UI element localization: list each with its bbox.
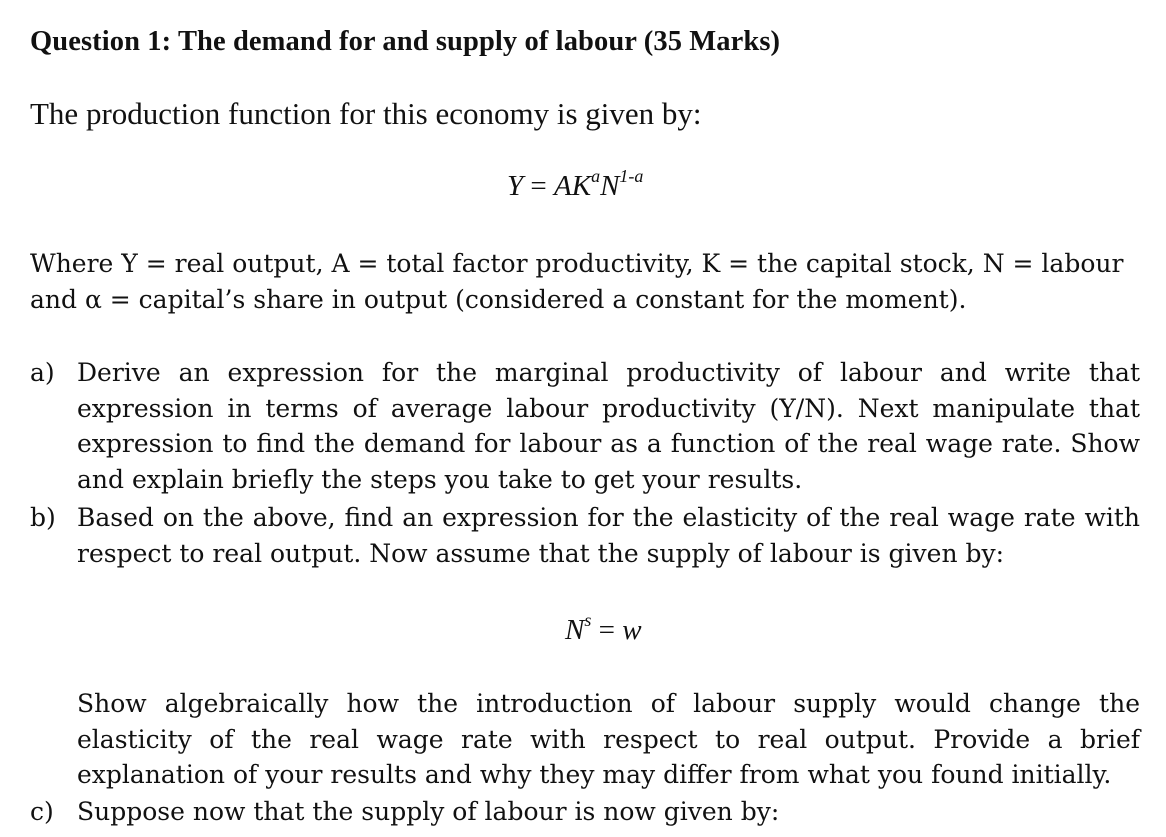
item-c-marker: c)	[30, 797, 54, 826]
item-b-line: Based on the above, find an expression for the elasticity of the real wage rate with	[77, 503, 1140, 532]
labour-supply-equation	[565, 610, 642, 647]
eq2-rhs: w	[622, 614, 642, 646]
item-a-line: and explain briefly the steps you take to get your results.	[77, 464, 803, 494]
definitions-line-1: Where Y = real output, A = total factor productivity, K = the capital stock, N = labour	[30, 249, 1124, 278]
eq1-n-exponent: 1-a	[619, 166, 644, 186]
eq1-a-exponent: a	[591, 166, 601, 186]
eq1-n: N	[600, 170, 620, 202]
item-a-marker: a)	[30, 358, 55, 387]
eq1-equals: =	[523, 170, 554, 202]
eq1-lhs: Y	[507, 170, 524, 202]
item-b-continuation-line: explanation of your results and why they may differ from what you found initially.	[77, 760, 1112, 789]
item-b-marker: b)	[30, 503, 56, 532]
item-b-line: respect to real output. Now assume that the supply of labour is given by:	[77, 538, 1005, 568]
eq2-lhs: N	[565, 614, 585, 646]
item-a-line: expression to find the demand for labour as a function of the real wage rate. Show	[77, 429, 1140, 458]
eq2-lhs-exponent: s	[584, 610, 592, 630]
definitions-paragraph	[30, 246, 1140, 317]
eq1-ak: AK	[554, 170, 592, 202]
item-a-line: expression in terms of average labour productivity (Y/N). Next manipulate that	[77, 393, 1140, 423]
production-function-equation	[507, 166, 644, 203]
eq2-equals: =	[591, 614, 623, 646]
question-heading: Question 1: The demand for and supply of labour (35 Marks)	[30, 26, 781, 57]
intro-text: The production function for this economy is given by:	[30, 96, 702, 131]
item-b-continuation-line: Show algebraically how the introduction of labour supply would change the	[77, 689, 1140, 718]
definitions-line-2: and α = capital’s share in output (considered a constant for the moment).	[30, 284, 967, 314]
item-b-continuation-line: elasticity of the real wage rate with respect to real output. Provide a brief	[77, 724, 1140, 754]
item-a-line: Derive an expression for the marginal productivity of labour and write that	[77, 358, 1140, 387]
item-c-line: Suppose now that the supply of labour is now given by:	[77, 797, 780, 826]
